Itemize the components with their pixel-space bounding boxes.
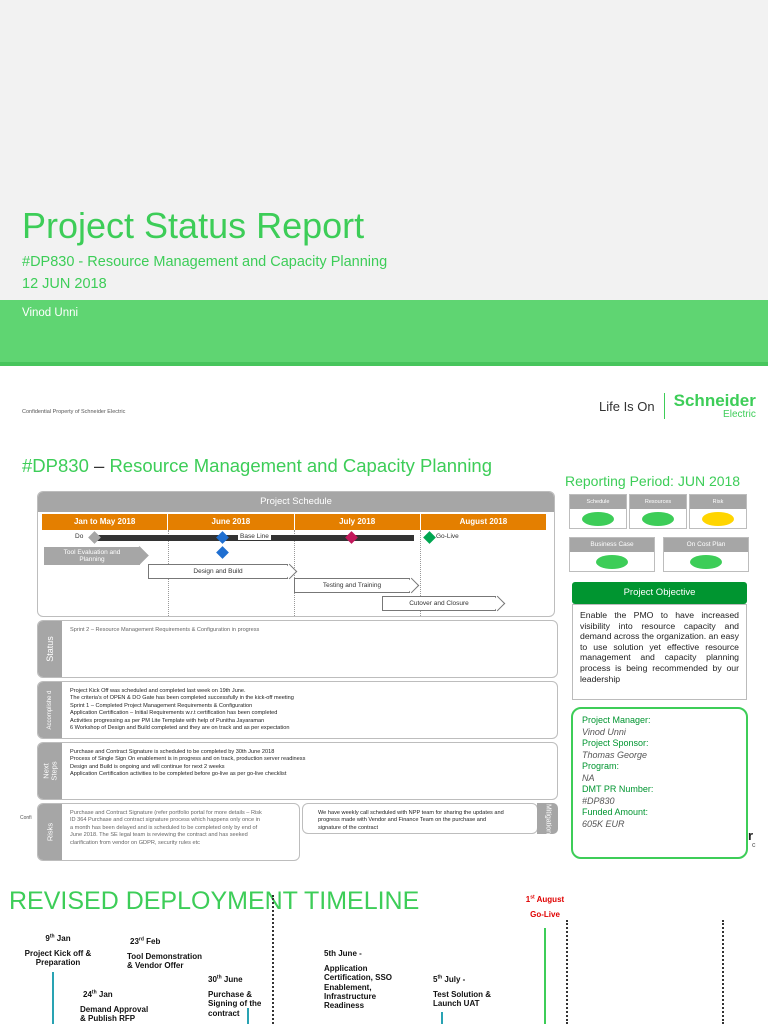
confidential-fragment: Confi [20, 815, 32, 821]
task-cutover-closure: Cutover and Closure [382, 596, 496, 611]
baseline-label: Base Line [240, 533, 269, 540]
indicator-label: On Cost Plan [664, 538, 748, 552]
indicator-label: Business Case [570, 538, 654, 552]
schneider-logo [599, 392, 756, 420]
reporting-period: Reporting Period: JUN 2018 [565, 473, 741, 489]
july-milestone-diamond [345, 531, 358, 544]
month-august: August 2018 [421, 514, 546, 530]
task-design-build: Design and Build [148, 564, 288, 579]
sponsor-value: Thomas George [582, 749, 648, 760]
golive-milestone-diamond [423, 531, 436, 544]
sponsor-key: Project Sponsor: [582, 738, 649, 749]
title-code: #DP830 [22, 455, 89, 476]
do-milestone-diamond [88, 531, 101, 544]
milestone-certification: 5th June - Application Certification, SSO Enablement, Infrastructure Readiness [324, 949, 393, 1010]
next-steps-text: Purchase and Contract Signature is scheduled to be completed by 30th June 2018 Process of Single Sign On enablement is in progress and on track, production server readiness Design and Build is ongoing and will continue for next 2 weeks Application Certification activities to be completed before go-live as per go-live checklist [70, 749, 306, 778]
row-tab: Next Steps [38, 743, 62, 799]
milestone-contract: 30th June Purchase & Signing of the contract [208, 974, 262, 1018]
report-date: 12 JUN 2018 [22, 276, 107, 292]
title-dash: – [88, 455, 110, 476]
indicator-label: Resources [630, 495, 686, 509]
mitigation-text: We have weekly call scheduled with NPP team for sharing the updates and progress made with Vendor and Finance Team on the purchase and signature of the contract [318, 810, 504, 831]
risks-text: Purchase and Contract Signature (refer portfolio portal for more details – Risk ID 364 Purchase and contract signature process which happens only once in a month has been delayed and is scheduled to be completed only by end of June 2018. The SE legal team is reviewing the contract and has seeked clarification from vendor on GDPR, security rules etc [70, 810, 262, 846]
timeline-divider [566, 920, 568, 1024]
mitigation-tab: Mitigation [537, 803, 558, 834]
row-tab: Risks [38, 804, 62, 860]
milestone-line [441, 1012, 443, 1024]
indicator-label: Risk [690, 495, 746, 509]
logo-brand [674, 392, 756, 420]
task-testing-training: Testing and Training [294, 578, 410, 593]
month-june: June 2018 [168, 514, 294, 530]
status-row [37, 620, 558, 678]
manager-value: Vinod Unni [582, 726, 626, 737]
funded-key: Funded Amount: [582, 807, 649, 818]
indicator-label: Schedule [570, 495, 626, 509]
indicator-risk [689, 494, 747, 529]
milestone-line [52, 972, 54, 1024]
row-tab: Accomplishe d [38, 682, 62, 738]
milestone-uat: 5th July - Test Solution & Launch UAT [433, 974, 492, 1009]
logo-fragment: c [752, 842, 756, 849]
objective-header: Project Objective [572, 582, 747, 604]
objective-text: Enable the PMO to have increased visibility into resource capacity and demand across the organization. an easy to use solution yet effective resource management and capacity planning process is being recommended by our leadership [572, 604, 747, 700]
golive-line [544, 928, 546, 1024]
milestone-golive: 1st August Go-Live [525, 894, 565, 920]
report-title: Project Status Report [22, 205, 365, 246]
timeline-divider [722, 920, 724, 1024]
logo-tagline: Life Is On [599, 398, 655, 414]
risks-row [37, 803, 300, 861]
timeline-title: REVISED DEPLOYMENT TIMELINE [9, 887, 420, 915]
row-tab: Status [38, 621, 62, 677]
status-light [582, 512, 614, 526]
report-subtitle: #DP830 - Resource Management and Capacity Planning [22, 254, 388, 270]
indicator-schedule [569, 494, 627, 529]
mitigation-box [302, 803, 538, 834]
june-milestone-diamond-2 [216, 546, 229, 559]
month-jan-may: Jan to May 2018 [42, 514, 168, 530]
status-light [690, 555, 722, 569]
manager-key: Project Manager: [582, 715, 651, 725]
milestone-demo: 23rd Feb Tool Demonstration & Vendor Offer [127, 936, 202, 971]
next-steps-row [37, 742, 558, 800]
report-author: Vinod Unni [22, 307, 79, 319]
schedule-months [42, 514, 546, 530]
slide2-title [22, 455, 492, 477]
status-light [702, 512, 734, 526]
schedule-header: Project Schedule [38, 492, 554, 512]
program-key: Program: [582, 761, 620, 772]
indicator-resources [629, 494, 687, 529]
dmt-value: #DP830 [582, 795, 615, 806]
confidential-note: Confidential Property of Schneider Electric [22, 409, 126, 415]
project-schedule [37, 491, 555, 617]
title-rest: Resource Management and Capacity Planning [109, 455, 493, 476]
logo-brand-sub: Electric [723, 409, 756, 420]
logo-separator [664, 393, 665, 419]
status-light [642, 512, 674, 526]
status-light [596, 555, 628, 569]
logo-brand-name: Schneider [673, 391, 756, 410]
program-value: NA [582, 772, 595, 783]
indicator-business-case [569, 537, 655, 572]
milestone-demand: 24th Jan Demand Approval & Publish RFP [80, 989, 149, 1024]
funded-value: 605K EUR [582, 818, 625, 829]
author-band [0, 300, 768, 364]
milestone-kickoff: 9th Jan Project Kick off & Preparation [24, 933, 92, 968]
title-slide [0, 0, 768, 370]
golive-label: Go-Live [436, 533, 459, 540]
indicator-cost-plan [663, 537, 749, 572]
slide-gap [0, 366, 768, 374]
month-july: July 2018 [295, 514, 421, 530]
accomplished-row [37, 681, 558, 739]
dmt-key: DMT PR Number: [582, 784, 654, 795]
do-label: Do [75, 533, 84, 540]
status-text: Sprint 2 – Resource Management Requirements & Configuration in progress [70, 627, 260, 633]
task-tool-evaluation: Tool Evaluation and Planning [44, 547, 140, 565]
project-info [571, 707, 748, 859]
logo-fragment: r [748, 828, 754, 843]
accomplished-text: Project Kick Off was scheduled and completed last week on 19th June. The criteria's of OPEN & DO Gate has been completed successfully in the kick-off meeting Sprint 1 – Completed Project Management Requirements & Configuration Application Certification – Initial Requirements w.r.t certification has been completed Activities progressing as per PM Lite Template with help of Punitha Jayaraman 6 Workshop of Design and Build completed and they are on track and as per expectation [70, 688, 294, 731]
june-milestone-diamond [216, 531, 229, 544]
